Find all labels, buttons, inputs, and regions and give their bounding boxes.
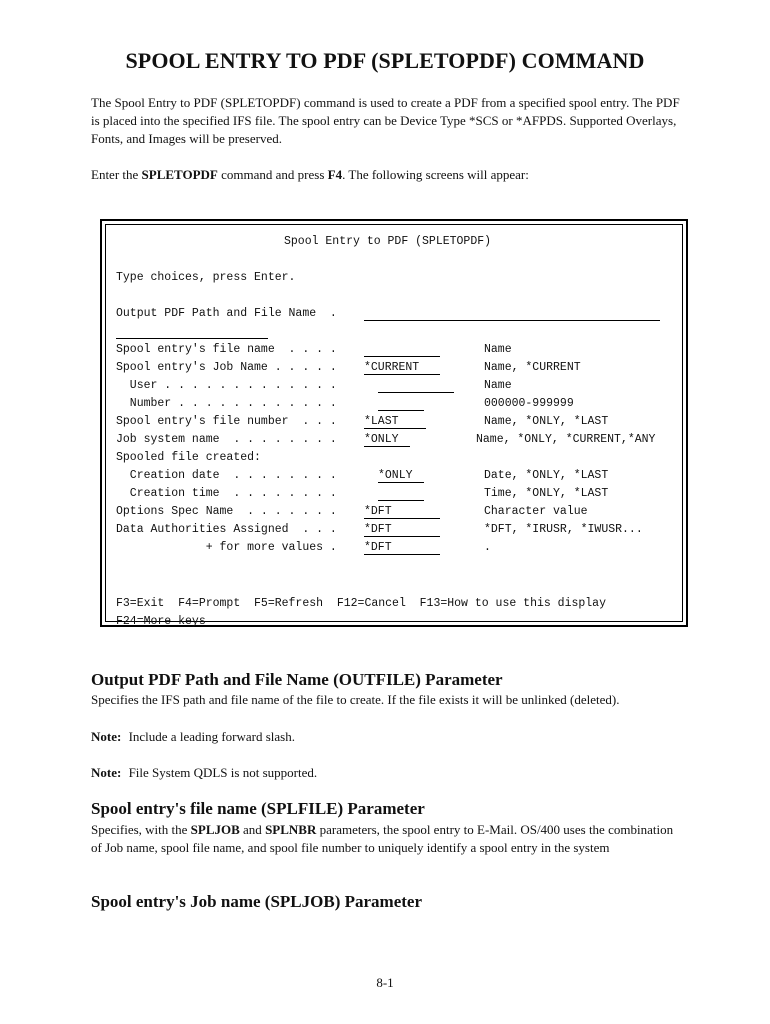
param-label: Spool entry's file name . . . .	[116, 343, 337, 356]
intro-paragraph: The Spool Entry to PDF (SPLETOPDF) command is used to create a PDF from a specified spool entry. The PDF is placed into the specified IFS file. The spool entry can be Device Type *SCS or *AFPDS. Supported Overlays, Fonts, and Images will be preserved.	[91, 95, 680, 146]
page-number: 8-1	[376, 975, 394, 990]
param-hint: Name, *CURRENT	[484, 361, 581, 374]
outfile-input-line1[interactable]	[364, 307, 660, 321]
param-input[interactable]: *LAST	[364, 415, 426, 429]
param-hint: .	[484, 541, 491, 554]
outfile-label: Output PDF Path and File Name .	[116, 307, 337, 320]
param-hint: Time, *ONLY, *LAST	[484, 487, 609, 500]
screen-prompt: Type choices, press Enter.	[116, 271, 296, 284]
spljob-heading: Spool entry's Job name (SPLJOB) Parameter	[91, 892, 422, 911]
param-label: Options Spec Name . . . . . . .	[116, 505, 337, 518]
param-hint: Name, *ONLY, *CURRENT,*ANY	[476, 433, 656, 446]
terminal-screenshot	[100, 219, 688, 627]
f4-key: F4	[327, 167, 343, 182]
param-hint: Name	[484, 343, 512, 356]
terminal-screen-inner	[105, 224, 683, 628]
param-hint: *DFT, *IRUSR, *IWUSR...	[484, 523, 643, 536]
param-label: User . . . . . . . . . . . . .	[116, 379, 337, 392]
outfile-description: Specifies the IFS path and file name of the file to create. If the file exists it will be unlinked (deleted).	[91, 692, 620, 707]
param-label: + for more values .	[116, 541, 337, 554]
splfile-heading: Spool entry's file name (SPLFILE) Parameter	[91, 799, 425, 818]
param-label: Spooled file created:	[116, 451, 261, 464]
param-input[interactable]	[378, 487, 424, 501]
param-hint: Name	[484, 379, 512, 392]
enter-instructions: Enter the SPLETOPDF command and press F4. The following screens will appear:	[91, 167, 529, 182]
param-input[interactable]: *CURRENT	[364, 361, 440, 375]
param-label: Spool entry's Job Name . . . . .	[116, 361, 337, 374]
outfile-input-line2[interactable]	[116, 325, 268, 339]
param-label: Data Authorities Assigned . . .	[116, 523, 337, 536]
param-hint: Name, *ONLY, *LAST	[484, 415, 609, 428]
param-label: Spool entry's file number . . .	[116, 415, 337, 428]
splfile-description: Specifies, with the SPLJOB and SPLNBR parameters, the spool entry to E-Mail. OS/400 uses the combination of Job name, spool file name, and spool file number to uniquely identify a spool entry in the system	[91, 822, 674, 855]
param-hint: Character value	[484, 505, 588, 518]
page-title: SPOOL ENTRY TO PDF (SPLETOPDF) COMMAND	[125, 48, 645, 73]
param-label: Creation time . . . . . . . .	[116, 487, 337, 500]
param-input[interactable]: *DFT	[364, 523, 440, 537]
outfile-note-2: Note: File System QDLS is not supported.	[91, 765, 318, 780]
param-input[interactable]: *ONLY	[378, 469, 424, 483]
param-input[interactable]	[378, 397, 424, 411]
param-hint: 000000-999999	[484, 397, 574, 410]
param-input[interactable]: *DFT	[364, 505, 440, 519]
param-label: Creation date . . . . . . . .	[116, 469, 337, 482]
outfile-note-1: Note: Include a leading forward slash.	[91, 729, 295, 744]
param-input[interactable]	[378, 379, 454, 393]
param-label: Number . . . . . . . . . . . .	[116, 397, 337, 410]
param-hint: Date, *ONLY, *LAST	[484, 469, 609, 482]
outfile-heading: Output PDF Path and File Name (OUTFILE) Parameter	[91, 670, 503, 689]
param-input[interactable]: *DFT	[364, 541, 440, 555]
param-input[interactable]	[364, 343, 440, 357]
function-keys-line2: F24=More keys	[116, 615, 206, 628]
command-name: SPLETOPDF	[141, 167, 218, 182]
screen-title: Spool Entry to PDF (SPLETOPDF)	[284, 235, 492, 248]
function-keys-line1: F3=Exit F4=Prompt F5=Refresh F12=Cancel F13=How to use this display	[116, 597, 606, 610]
param-input[interactable]: *ONLY	[364, 433, 410, 447]
param-label: Job system name . . . . . . . .	[116, 433, 337, 446]
